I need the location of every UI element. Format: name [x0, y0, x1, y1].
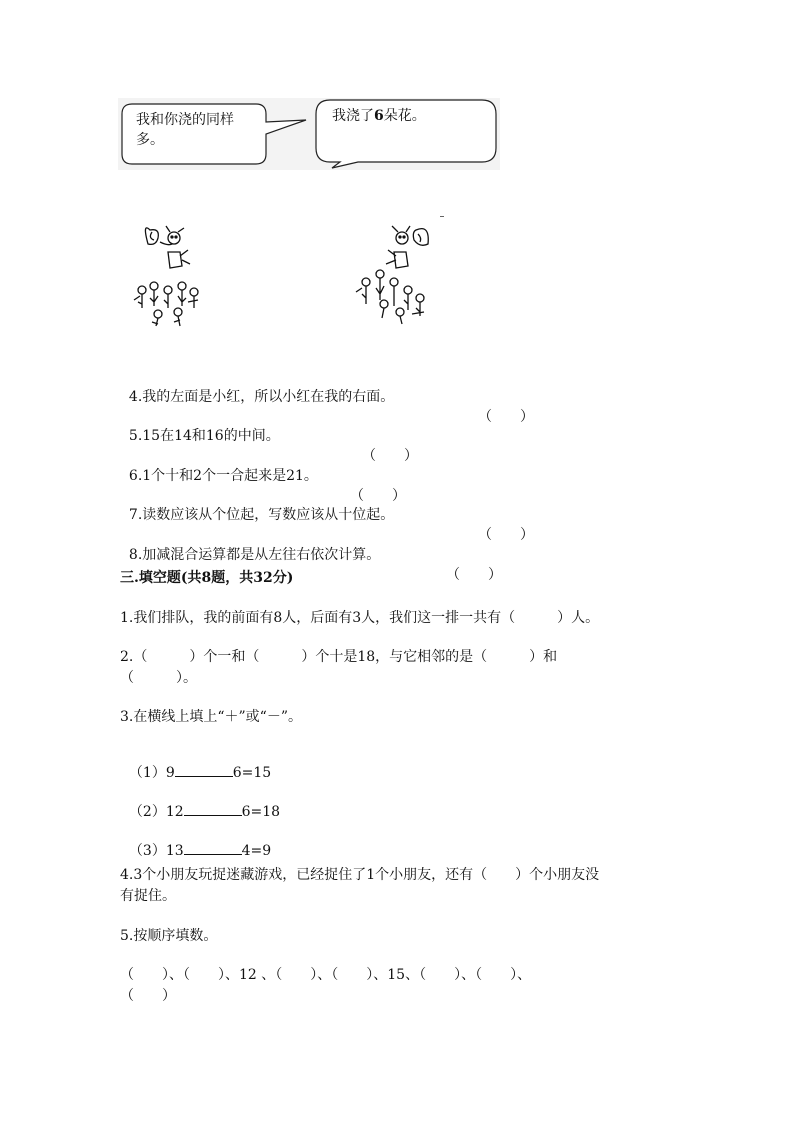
- q3-subitem-1: [120, 746, 271, 782]
- fill-question-5: 5.按顺序填数。: [120, 928, 218, 944]
- q3-subitem-label: （3）13: [128, 843, 184, 859]
- answer-paren[interactable]: （ ）: [478, 527, 534, 543]
- judgement-text: 4.我的左面是小红，所以小红在我的右面。: [128, 389, 395, 405]
- judgement-text: 8.加减混合运算都是从左往右依次计算。: [128, 547, 381, 563]
- answer-blank[interactable]: [175, 762, 233, 777]
- judgement-text: 6.1个十和2个一合起来是21。: [128, 468, 318, 484]
- left-bubble-line2: 多。: [136, 132, 164, 148]
- q3-subitem-label: （2）12: [128, 804, 184, 820]
- q3-subitem-tail: 6=18: [241, 804, 281, 820]
- right-bubble-text: [332, 106, 426, 126]
- speech-bubble-panel: [118, 98, 500, 170]
- right-butterfly-flowers-illustration: [350, 216, 448, 328]
- fill-question-5-sequence-line1: （ ）、（ ）、12 、（ ）、（ ）、15、（ ）、（ ）、: [120, 967, 532, 983]
- right-bubble-number: 6: [374, 108, 384, 124]
- fill-question-1: 1.我们排队，我的前面有8人，后面有3人，我们这一排一共有（ ）人。: [120, 610, 600, 626]
- answer-paren[interactable]: （ ）: [478, 409, 534, 425]
- section-title: 三.填空题(共8题，共32分): [120, 570, 294, 586]
- q3-subitem-tail: 6=15: [232, 765, 272, 781]
- left-bubble-text: [136, 110, 234, 150]
- fill-question-3: 3.在横线上填上“＋”或“－”。: [120, 709, 302, 725]
- fill-question-5-sequence-line2: （ ）: [120, 988, 176, 1004]
- answer-paren[interactable]: （ ）: [350, 488, 406, 504]
- right-bubble-suffix: 朵花。: [383, 108, 426, 124]
- left-bubble-line1: 我和你浇的同样: [136, 112, 234, 128]
- answer-blank[interactable]: [184, 801, 242, 816]
- answer-paren[interactable]: （ ）: [446, 567, 502, 583]
- fill-question-4-line1: 4.3个小朋友玩捉迷藏游戏，已经捉住了1个小朋友，还有（ ）个小朋友没: [120, 867, 600, 883]
- answer-paren[interactable]: （ ）: [362, 448, 418, 464]
- fill-question-4-line2: 有捉住。: [120, 888, 176, 904]
- fill-question-2-line2: （ ）。: [120, 670, 197, 686]
- answer-blank[interactable]: [184, 840, 242, 855]
- q3-subitem-2: [120, 785, 280, 821]
- q3-subitem-3: [120, 824, 271, 860]
- judgement-text: 5.15在14和16的中间。: [128, 428, 280, 444]
- right-bubble-prefix: 我浇了: [332, 108, 374, 124]
- q3-subitem-label: （1）9: [128, 765, 175, 781]
- fill-question-2-line1: 2.（ ）个一和（ ）个十是18，与它相邻的是（ ）和: [120, 649, 558, 665]
- q3-subitem-tail: 4=9: [241, 843, 272, 859]
- left-butterfly-flowers-illustration: [128, 216, 208, 328]
- judgement-text: 7.读数应该从个位起，写数应该从十位起。: [128, 507, 395, 523]
